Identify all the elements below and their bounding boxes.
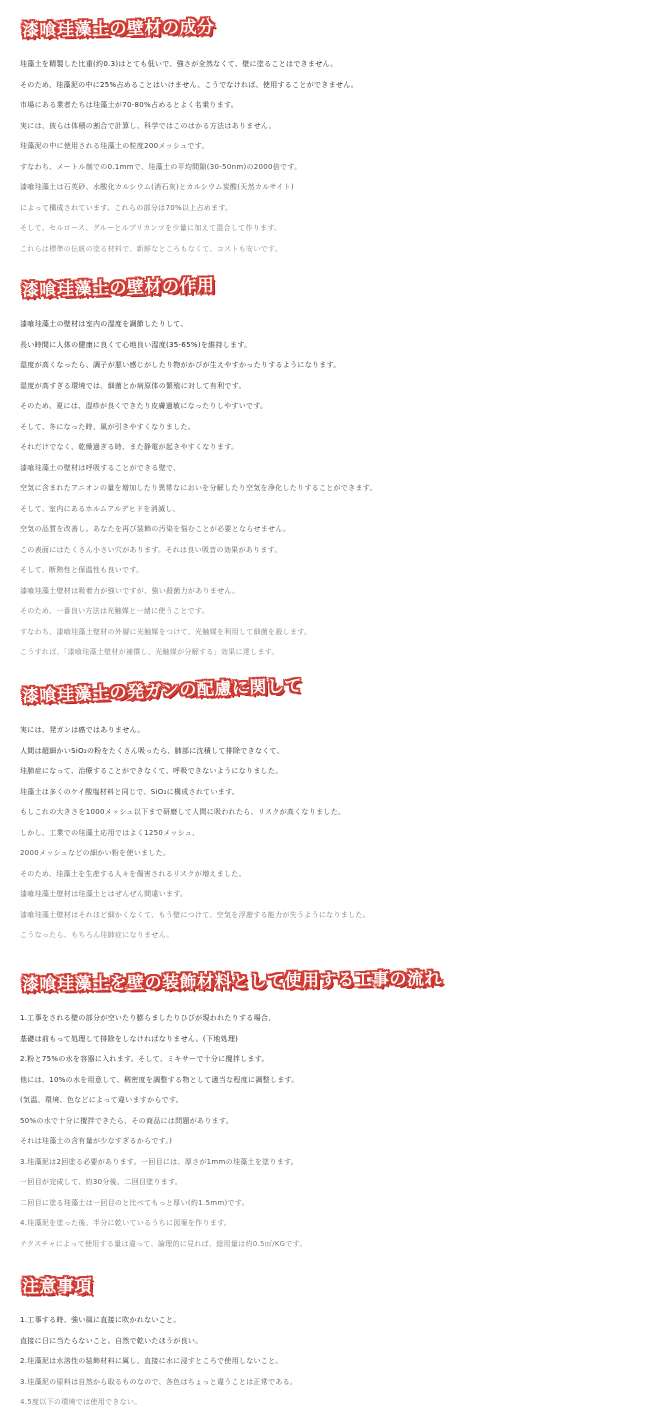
- section-body: [20, 314, 650, 663]
- text-line: それは珪藻土の含有量が少なすぎるからです。): [20, 1137, 173, 1145]
- text-line: しかし、工業での珪藻土応用ではよく1250メッシュ、: [20, 828, 200, 837]
- text-line: 3.珪藻泥は2回塗る必要があります。一回目には、厚さが1mmの珪藻土を塗ります。: [20, 1157, 299, 1166]
- text-line: そして、セルロース、グルーとルブリカンツを少量に加えて混合して作ります。: [20, 224, 282, 232]
- text-line: 漆喰珪藻土壁材はそれほど細かくなくて、もう壁につけて、空気を浮遊する能力が失うようになりました。: [20, 910, 370, 919]
- text-line: 二回目に塗る珪藻土は一回目のと比べてもっと厚い(約1.5mm)です。: [20, 1198, 249, 1207]
- text-line: 珪藻泥の中に使用される珪藻土の粒度200メッシュです。: [20, 142, 209, 150]
- text-line: こうすれば、「漆喰珪藻土壁材が補償し、光触媒が分解する」効果に達します。: [20, 648, 279, 656]
- text-line: 実には、発ガンは癌ではありません。: [20, 726, 145, 734]
- text-line: 珪藻土は多くのケイ酸塩材料と同じで、SiO₂に構成されています。: [20, 787, 240, 796]
- section-body: [20, 1310, 650, 1413]
- text-line: すなわち、漆喰珪藻土壁材の外層に光触媒をつけて、光触媒を利用して細菌を殺します。: [20, 627, 312, 636]
- text-line: 1.工事をされる壁の部分が空いたり膨らましたりひびが現われたりする場合、: [20, 1014, 276, 1022]
- section-carcinogenic: [0, 676, 650, 946]
- text-line: すなわち、メートル制での0.1mmで、珪藻土の平均間隙(30-50nm)の2000倍です。: [20, 162, 302, 171]
- text-line: 漆喰珪藻土壁材は吸着力が強いですが、強い殺菌力がありません。: [20, 586, 240, 595]
- text-line: 3.珪藻泥の原料は自然から取るものなので、各色はちょっと違うことは正常である。: [20, 1377, 298, 1386]
- section-body: [20, 720, 650, 946]
- text-line: 1.工事する時、強い風に直接に吹かれないこと。: [20, 1316, 181, 1324]
- text-line: 珪肺症になって、治療することができなくて、呼吸できないようになりました。: [20, 767, 283, 775]
- text-line: そのため、一番良い方法は光触媒と一緒に使うことです。: [20, 607, 209, 615]
- section-effects: [0, 274, 650, 663]
- text-line: これらは標準の伝統の塗る材料で、新鮮なところもなくて、コストも安いです。: [20, 244, 282, 253]
- text-line: (気温、環境、色などによって違いますからです。: [20, 1096, 183, 1104]
- text-line: 珪藻土を精製した比重(約0.3)はとても低いで、強さが全然なくて、壁に塗ることはできません。: [20, 60, 338, 68]
- text-line: 空気の品質を改善し。あなたを再び装飾の汚染を悩むことが必要とならせません。: [20, 525, 291, 533]
- text-line: 漆喰珪藻土壁材は珪藻土とはぜんぜん間違います。: [20, 890, 188, 898]
- text-line: それだけでなく、乾燥過ぎる時、また静電が起きやすくなります。: [20, 443, 239, 451]
- text-line: そして、断熱性と保温性も良いです。: [20, 566, 144, 574]
- section-heading: 漆喰珪藻土の発ガンの配慮に関して: [21, 676, 303, 707]
- text-line: そのため、珪藻土を生産する人々を傷害されるリスクが増えました。: [20, 869, 246, 878]
- text-line: そして、冬になった時、風が引きやすくなりました。: [20, 422, 196, 431]
- section-heading: 漆喰珪藻土の壁材の作用: [21, 275, 215, 301]
- text-line: 実には、彼らは体積の割合で計算し、科学ではこのはかる方法はありません。: [20, 121, 276, 130]
- text-line: 2.粉と75%の水を容器に入れます。そして、ミキサーで十分に攪拌します。: [20, 1055, 269, 1063]
- text-line: 漆喰珪藻土の壁材は室内の湿度を調節したりして、: [20, 320, 188, 328]
- text-line: 50%の水で十分に攪拌できたら、その商品には問題があります。: [20, 1116, 233, 1125]
- text-line: 人間は超細かいSiO₂の粉をたくさん吸ったら、肺部に沈積して排除できなくて、: [20, 746, 284, 755]
- section-heading: 漆喰珪藻土の壁材の成分: [21, 17, 215, 41]
- section-body: [20, 1008, 650, 1254]
- text-line: そのため、夏には、湿疹が良くできたり皮膚過敏になったりしやすいです。: [20, 402, 268, 410]
- text-line: 漆喰珪藻土の壁材は呼吸することができる壁で、: [20, 463, 181, 472]
- text-line: そのため、珪藻泥の中に25%占めることはいけません。こうでなければ、使用することができません。: [20, 80, 359, 89]
- text-line: 市場にある業者たちは珪藻土が70-80%占めるとよく名乗ります。: [20, 101, 239, 109]
- section-work-flow: [0, 968, 650, 1254]
- text-line: この表面にはたくさん小さい穴があります。それは良い吸音の効果があります。: [20, 545, 282, 554]
- section-components: [0, 14, 650, 259]
- section-body: [20, 54, 650, 259]
- section-heading: 漆喰珪藻土を壁の装飾材料として使用する工事の流れ: [21, 969, 443, 995]
- text-line: 2000メッシュなどの細かい粉を使いました。: [20, 849, 171, 857]
- text-line: 基礎は前もって処理して排除をしなければなりません。(下地処理): [20, 1034, 239, 1043]
- text-line: こうなったら、もちろん珪肺症になりません。: [20, 931, 174, 939]
- text-line: 湿度が高すぎる環境では、細菌とか病原体の繁殖に対して有利です。: [20, 381, 246, 390]
- text-line: 空気に含まれたアニオンの量を増加したり異常なにおいを分解したり空気を浄化したりすることができます。: [20, 484, 377, 492]
- text-line: 4.5度以下の環境では使用できない。: [20, 1398, 142, 1406]
- text-line: 一回目が完成して、約30分後、二回目塗ります。: [20, 1178, 183, 1186]
- section-heading: 注意事項: [22, 1277, 92, 1297]
- text-line: によって構成されています。これらの部分は70%以上占めます。: [20, 203, 233, 212]
- text-line: そして、室内にあるホルムアルデヒドを消滅し、: [20, 504, 180, 513]
- text-line: 他には、10%の水を用意して、稠密度を調整する物として適当な程度に調整します。: [20, 1075, 299, 1084]
- text-line: 2.珪藻泥は水溶性の装飾材料に属し、直接に水に浸すところで使用しないこと。: [20, 1357, 283, 1365]
- text-line: 長い時間に人体の健康に良くて心地良い湿度(35-65%)を維持します。: [20, 340, 252, 349]
- text-line: 漆喰珪藻土は石英砂、水酸化カルシウム(消石灰)とカルシウム炭酸(天然カルサイト): [20, 183, 294, 191]
- text-line: 直接に日に当たらないこと。自然で乾いたほうが良い。: [20, 1336, 203, 1345]
- text-line: 湿度が高くなったら、調子が悪い感じがしたり物がかびが生えやすかったりするようになります。: [20, 361, 341, 369]
- text-line: もしこれの大きさを1000メッシュ以下まで研磨して人間に吸われたら、リスクが高くなりました。: [20, 808, 346, 816]
- text-line: 4.珪藻泥を塗った後、半分に乾いているうちに図案を作ります。: [20, 1219, 232, 1227]
- section-cautions: [0, 1270, 650, 1413]
- text-line: テクスチャによって使用する量は違って、論理的に見れば、総用量は約0.5㎡/KGです。: [20, 1239, 307, 1248]
